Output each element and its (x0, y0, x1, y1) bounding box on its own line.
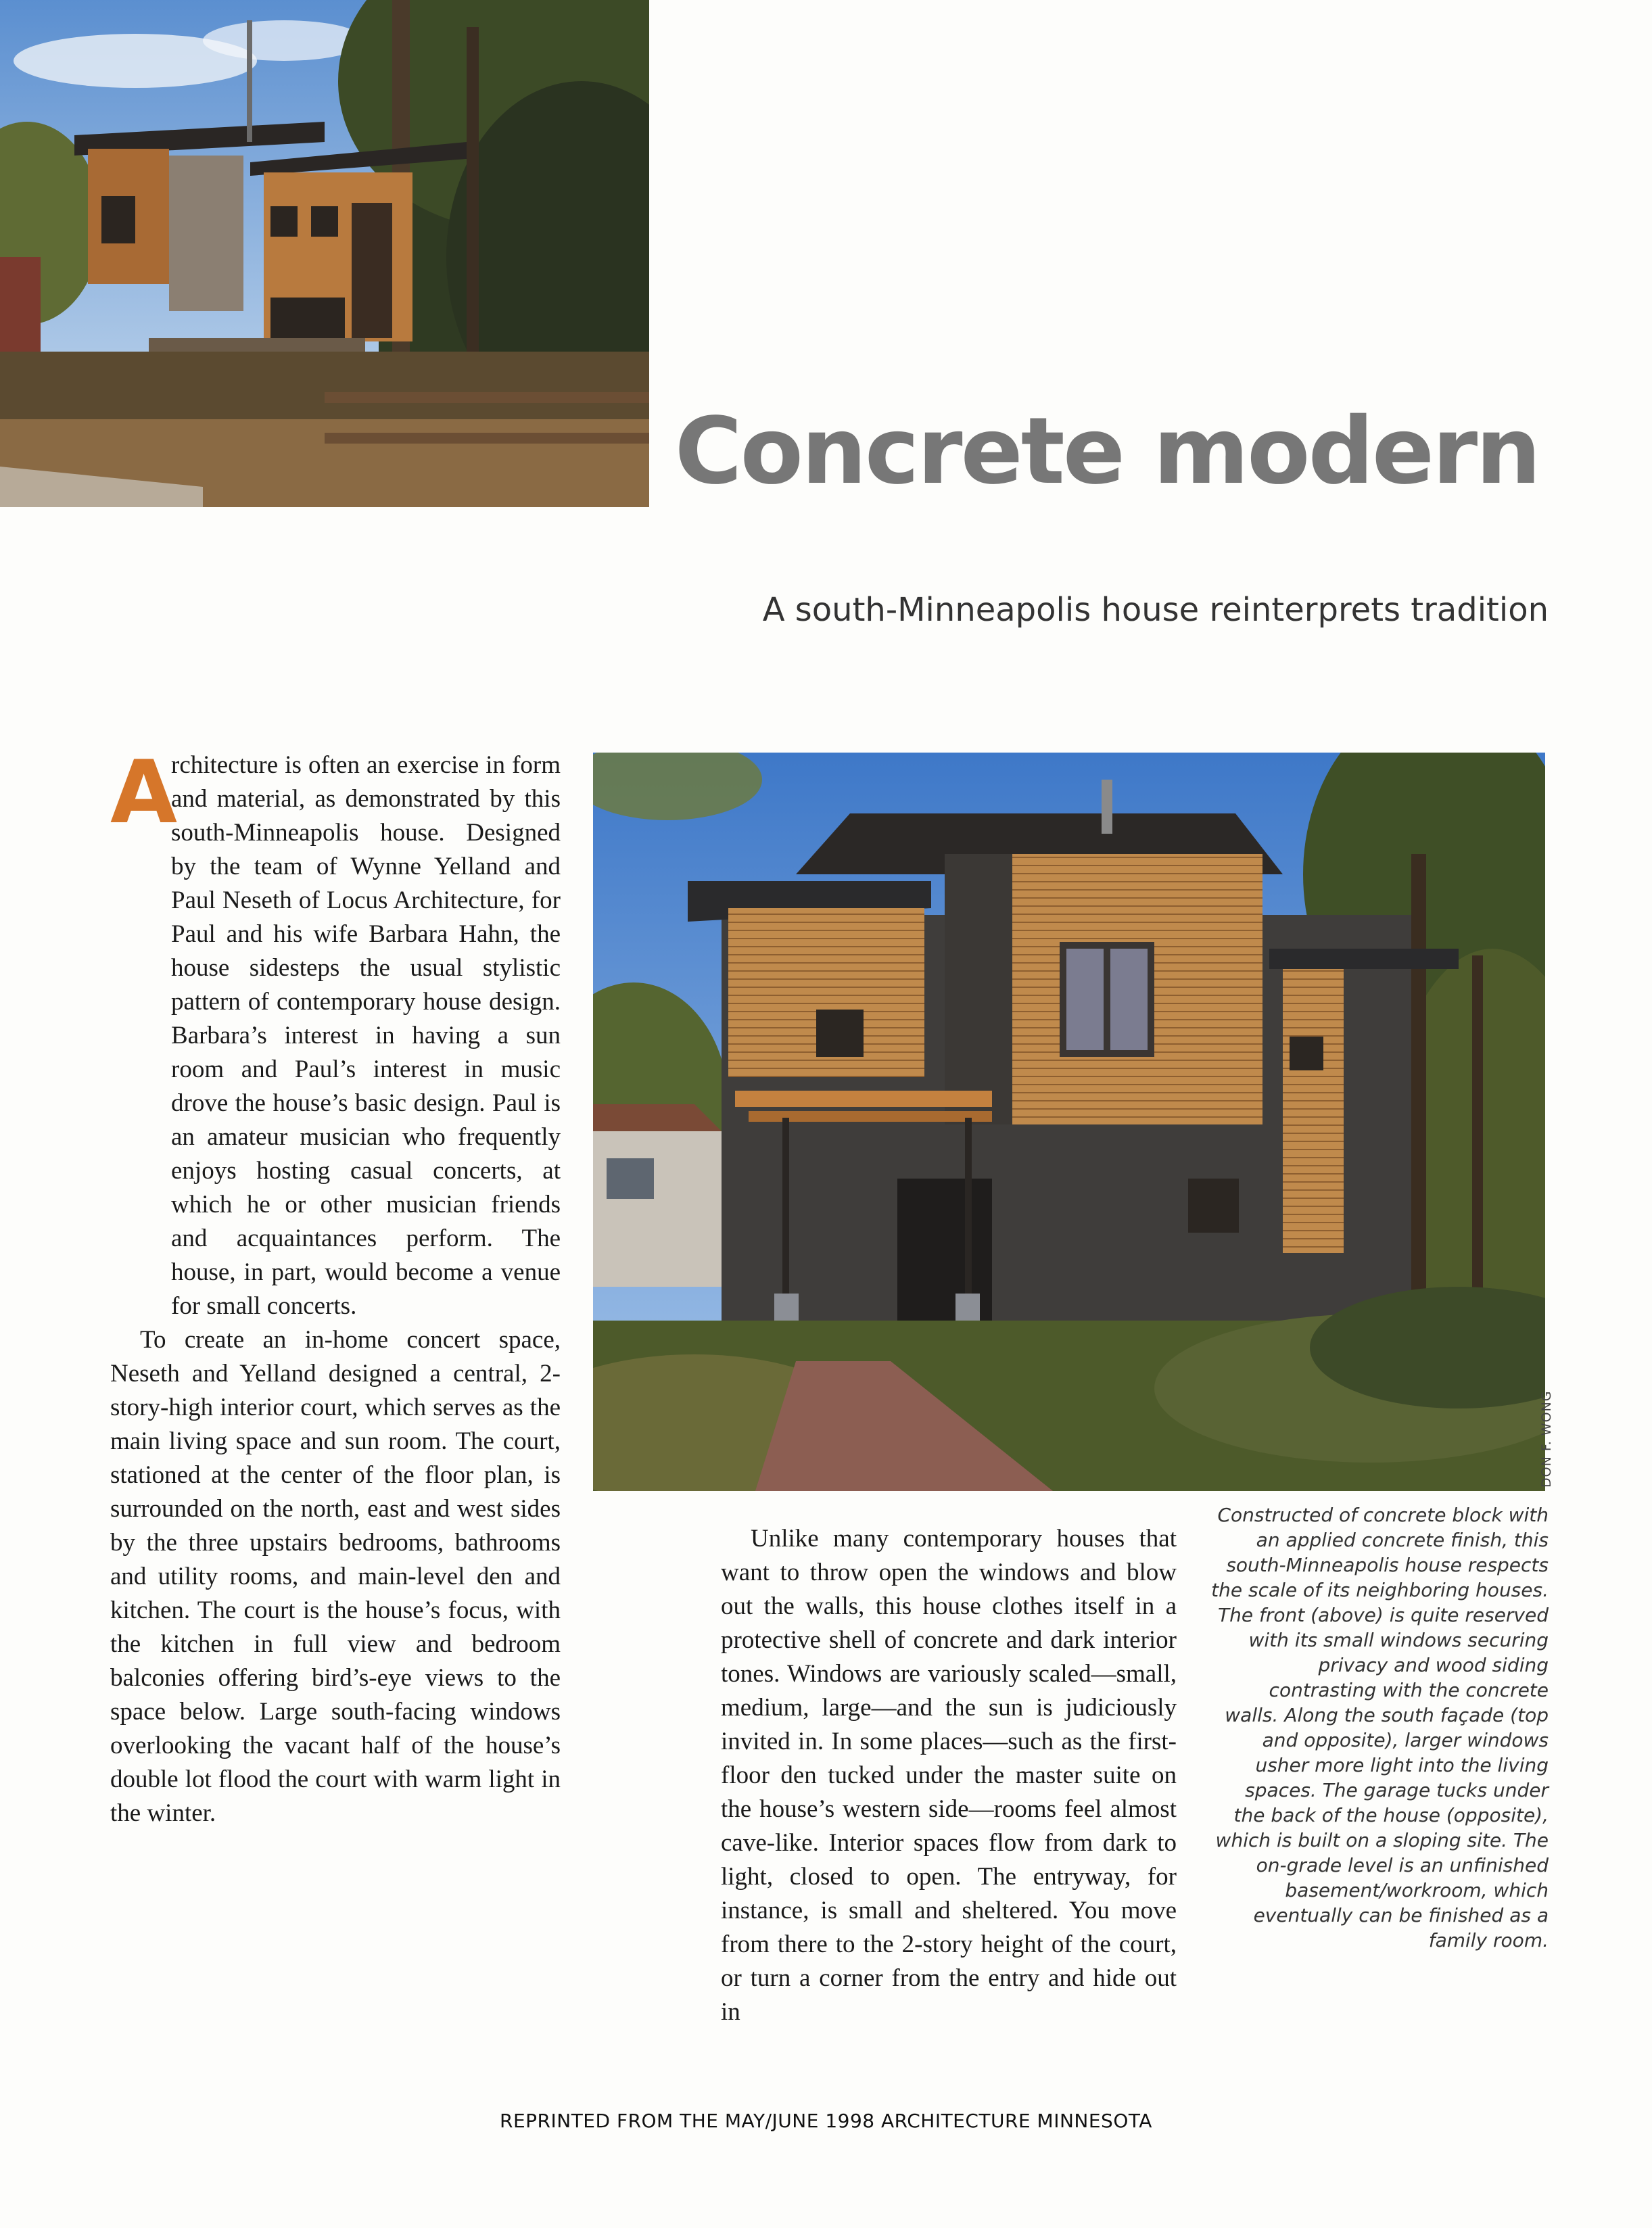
paragraph-3: Unlike many contemporary houses that want to throw open the windows and blow out the walls, this house clothes itself in a protective shell of concrete and dark interior tones. Windows are variously scaled—small, medium, large—and the sun is judiciously invited in. In some places—such as the first-floor den tucked under the master suite on the house’s western side—rooms feel almost cave-like. Interior spaces flow from dark to light, closed to open. The entryway, for instance, is small and sheltered. You move from there to the 2-story height of the court, or turn a corner from the entry and hide out in (721, 1525, 1177, 2026)
paragraph-1: rchitecture is often an exercise in form and material, as demonstrated by this south-Minneapolis house. Designed by the team of Wynne Yelland and Paul Neseth of Locus Architecture, for Paul and his wife Barbara Hahn, the house sidesteps the usual stylistic pattern of contemporary house design. Barbara’s interest in having a sun room and Paul’s interest in music drove the house’s basic design. Paul is an amateur musician who frequently enjoys hosting casual concerts, at which he or other musician friends and acquaintances perform. The house, in part, would become a venue for small concerts. (171, 751, 561, 1320)
paragraph-2: To create an in-home concert space, Neseth and Yelland designed a central, 2-story-high interior court, which serves as the main living space and sun room. The court, stationed at the center of the floor plan, is surrounded on the north, east and west sides by the three upstairs bedrooms, bathrooms and utility rooms, and main-level den and kitchen. The court is the house’s focus, with the kitchen in full view and bedroom balconies offering bird’s-eye views to the space below. Large south-facing windows overlooking the vacant half of the house’s double lot flood the court with warm light in the winter. (110, 1326, 561, 1827)
reprint-footer: REPRINTED FROM THE MAY/JUNE 1998 ARCHITECTURE MINNESOTA (500, 2110, 1152, 2132)
drop-cap: A (110, 742, 178, 843)
house-front-photo (593, 753, 1545, 1491)
house-south-facade-photo (0, 0, 649, 507)
article-title: Concrete modern (674, 398, 1539, 505)
photo-credit: DON F. WONG (1539, 1390, 1554, 1488)
body-column-2 (721, 1522, 1177, 2029)
body-column-1 (110, 742, 561, 1830)
article-subtitle: A south-Minneapolis house reinterprets tradition (762, 591, 1549, 629)
photo-caption: Constructed of concrete block with an applied concrete finish, this south-Minneapolis house respects the scale of its neighboring houses. The front (above) is quite reserved with its small windows securing privacy and wood siding contrasting with the concrete walls. Along the south façade (top and opposite), larger windows usher more light into the living spaces. The garage tucks under the back of the house (opposite), which is built on a sloping site. The on-grade level is an unfinished basement/workroom, which eventually can be finished as a family room. (1211, 1504, 1549, 1951)
